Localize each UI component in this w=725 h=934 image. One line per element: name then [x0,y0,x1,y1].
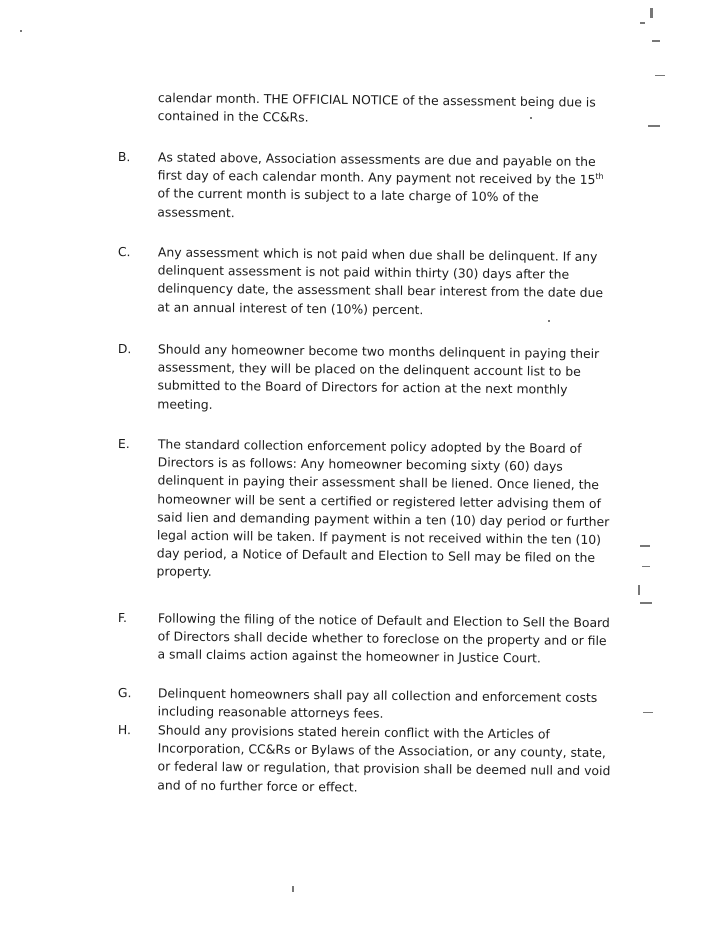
clause-letter: B. [117,148,131,165]
clause-letter: E. [117,435,130,452]
scan-speck [20,30,22,32]
scan-speck [640,22,645,24]
scan-speck [643,712,653,713]
clause-letter: D. [117,340,132,357]
scan-speck [530,117,532,119]
scan-speck [655,75,665,76]
scan-speck [548,320,550,322]
scan-speck [648,125,660,127]
clause-text: Following the filing of the notice of Default and Election to Sell the Board of Directors shall decide whether to foreclose on the property and or file a small claims action against the homeowner in Justice Court. [157,610,610,666]
scan-speck [640,545,650,547]
clause-text-part: As stated above, Association assessments are due and payable on the first day of each calendar month. Any payment not received by the 15 [157,149,596,188]
clause-letter: F. [117,609,128,626]
scan-speck [650,8,653,18]
ordinal-suffix: th [595,172,604,182]
scan-speck [642,566,650,567]
clause-d [0,339,725,412]
intro-line-2: contained in the CC&Rs. [157,107,309,125]
clause-e [0,434,725,580]
scan-speck [652,40,660,42]
clause-letter: H. [117,721,132,738]
clause-b [0,147,725,220]
clause-text: Should any provisions stated herein conflict with the Articles of Incorporation, CC&Rs or Bylaws of the Association, or any county, state, or federal law or regulation, that provision shall be deemed null and void and of no further force or effect. [157,722,611,795]
scan-speck [640,602,652,604]
clause-g [0,683,725,721]
scan-speck [292,886,294,892]
clause-c [0,242,725,317]
clause-text [157,148,618,226]
clause-text: Should any homeowner become two months delinquent in paying their assessment, they will be placed on the delinquent account list to be submitted to the Board of Directors for action at the next monthly meeting. [157,341,600,412]
scan-speck [638,585,640,595]
clause-text: The standard collection enforcement policy adopted by the Board of Directors is as follows: Any homeowner becoming sixty (60) days delinquent in paying their assessment shall be liened. Once liened, the homeowner will be sent a certified or registered letter advising them of said lien and demanding payment within a ten (10) day period or further legal action will be taken. If payment is not received within the ten (10) day period, a Notice of Default and Election to Sell may be filed on the property. [156,436,610,580]
clause-letter: G. [117,684,132,701]
clause-text-part: of the current month is subject to a late charge of 10% of the assessment. [157,185,539,220]
clause-f [0,608,725,666]
intro-line-1: calendar month. THE OFFICIAL NOTICE of the assessment being due is [157,89,596,110]
intro-paragraph [158,89,628,130]
clause-text: Any assessment which is not paid when due shall be delinquent. If any delinquent assessment is not paid within thirty (30) days after the delinquency date, the assessment shall bear interest from the date due at an annual interest of ten (10%) percent. [157,244,604,317]
clause-letter: C. [117,243,131,260]
clause-text: Delinquent homeowners shall pay all collection and enforcement costs including reasonable attorneys fees. [157,685,598,721]
